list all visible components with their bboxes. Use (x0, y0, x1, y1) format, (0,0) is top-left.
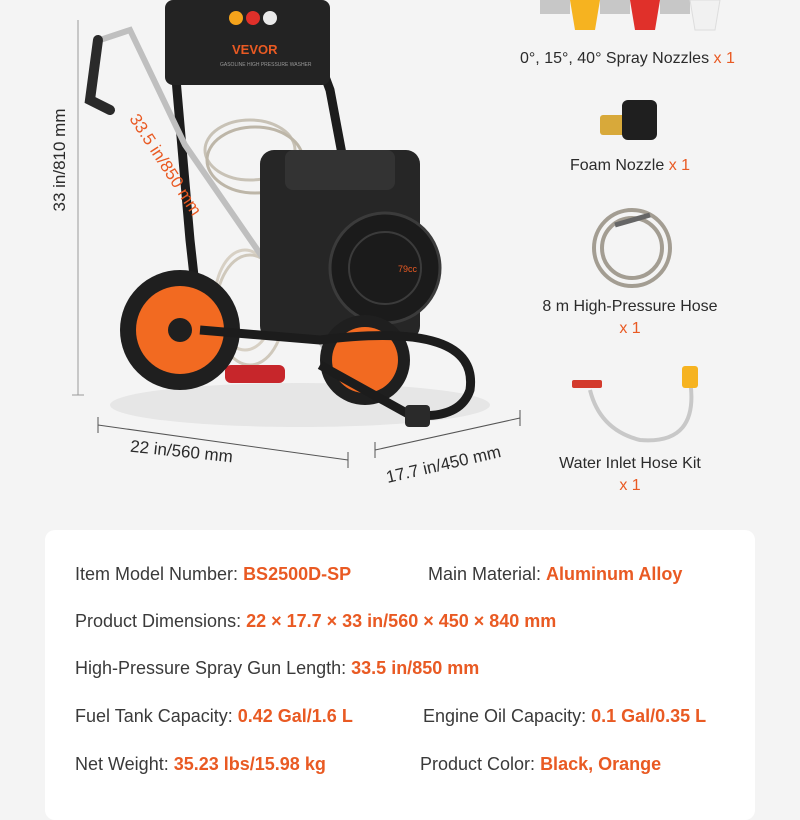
spec-engine-oil: Engine Oil Capacity: 0.1 Gal/0.35 L (423, 706, 707, 726)
spec-model-number: Item Model Number: BS2500D-SP (75, 564, 352, 584)
spec-main-material: Main Material: Aluminum Alloy (428, 564, 683, 584)
foam-nozzle-image (600, 100, 657, 140)
engine-badge: 79cc (398, 264, 418, 274)
accessory-water-inlet-hose-kit: Water Inlet Hose Kit x 1 (559, 455, 701, 494)
spec-net-weight: Net Weight: 35.23 lbs/15.98 kg (75, 754, 326, 774)
gun-length-label: 33.5 in/850 mm (125, 110, 206, 220)
water-inlet-hose-image (572, 366, 698, 440)
specs-card (45, 530, 755, 820)
width-dimension-label: 22 in/560 mm (129, 436, 234, 467)
spec-product-color: Product Color: Black, Orange (420, 754, 662, 774)
depth-dimension-label: 17.7 in/450 mm (384, 442, 503, 487)
accessory-spray-nozzles: 0°, 15°, 40° Spray Nozzles x 1 (520, 50, 735, 67)
high-pressure-hose-image (594, 210, 670, 286)
accessory-foam-nozzle: Foam Nozzle x 1 (570, 157, 691, 174)
accessory-high-pressure-hose: 8 m High-Pressure Hose x 1 (542, 298, 718, 337)
brand-logo: VEVOR (232, 42, 278, 57)
height-dimension-label: 33 in/810 mm (50, 108, 69, 212)
panel-subtitle: GASOLINE HIGH PRESSURE WASHER (220, 62, 312, 68)
spec-fuel-tank: Fuel Tank Capacity: 0.42 Gal/1.6 L (75, 706, 353, 726)
spec-product-dimensions: Product Dimensions: 22 × 17.7 × 33 in/560 × 450 × 840 mm (75, 611, 557, 631)
spray-nozzles-image (540, 0, 720, 30)
spec-gun-length: High-Pressure Spray Gun Length: 33.5 in/850 mm (75, 658, 480, 678)
